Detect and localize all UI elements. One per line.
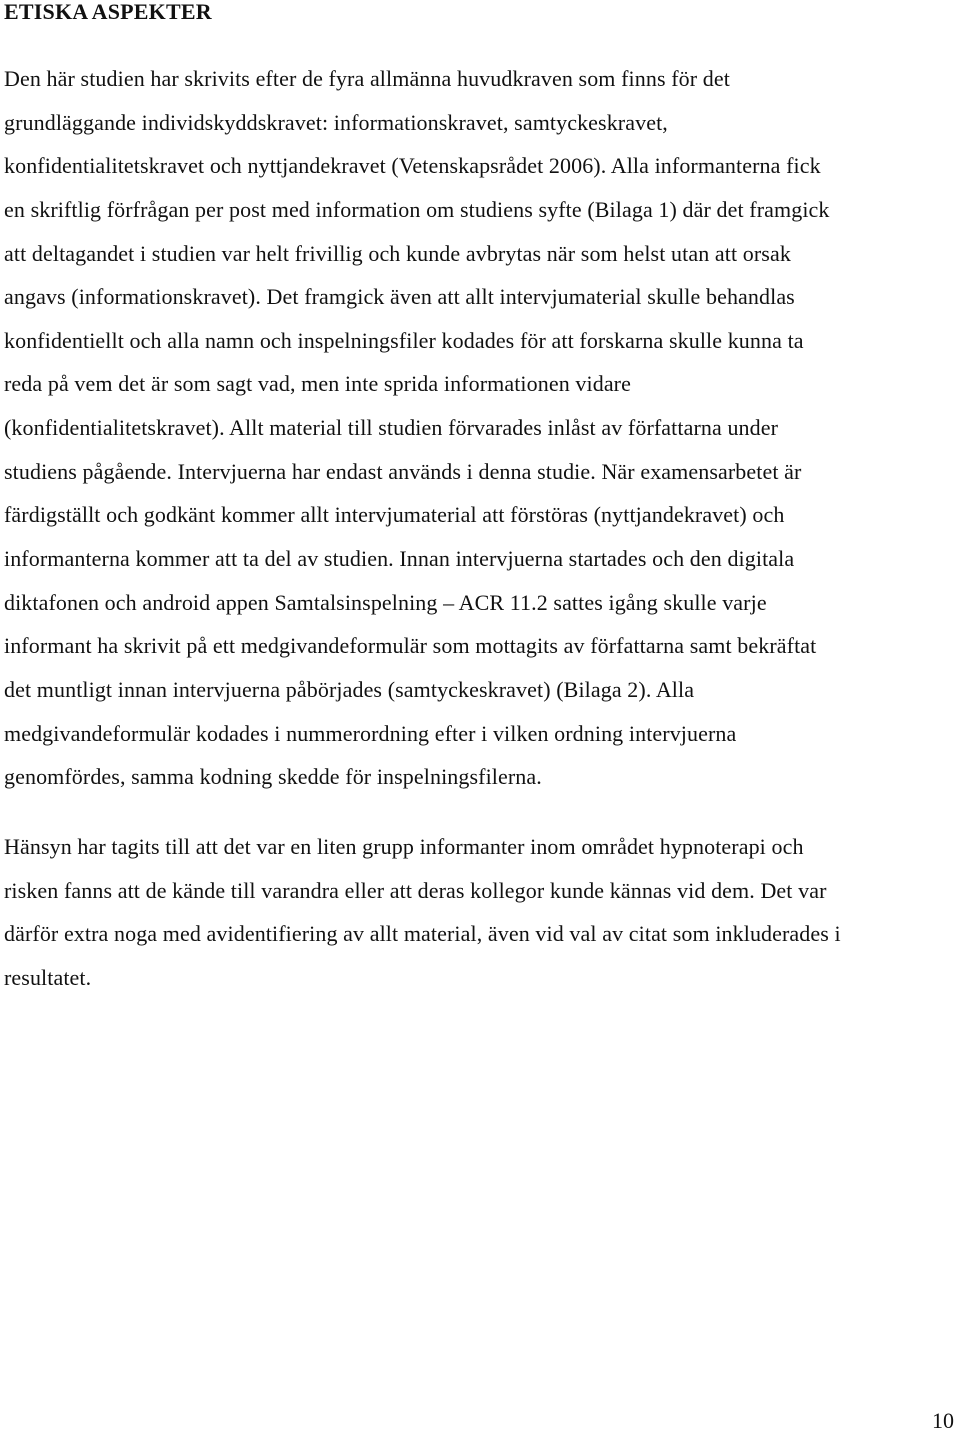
text-line: informant ha skrivit på ett medgivandeformulär som mottagits av författarna samt bekräftat	[4, 633, 817, 659]
text-line: angavs (informationskravet). Det framgick även att allt intervjumaterial skulle behandlas	[4, 284, 795, 310]
section-heading: ETISKA ASPEKTER	[4, 0, 212, 24]
text-line: därför extra noga med avidentifiering av allt material, även vid val av citat som inkluderades i	[4, 921, 841, 947]
text-line: diktafonen och android appen Samtalsinspelning – ACR 11.2 sattes igång skulle varje	[4, 589, 767, 615]
text-line: Hänsyn har tagits till att det var en liten grupp informanter inom området hypnoterapi och	[4, 834, 804, 859]
text-line: (konfidentialitetskravet). Allt material till studien förvarades inlåst av författarna under	[4, 415, 779, 441]
text-line: reda på vem det är som sagt vad, men inte sprida informationen vidare	[4, 371, 631, 397]
page-number: 10	[932, 1408, 954, 1433]
text-line: resultatet.	[4, 964, 92, 990]
text-line: färdigställt och godkänt kommer allt intervjumaterial att förstöras (nyttjandekravet) och	[4, 502, 785, 528]
text-line: konfidentialitetskravet och nyttjandekravet (Vetenskapsrådet 2006). Alla informanterna fick	[4, 153, 821, 179]
text-line: grundläggande individskyddskravet: informationskravet, samtyckeskravet,	[4, 109, 668, 135]
text-line: genomfördes, samma kodning skedde för inspelningsfilerna.	[4, 764, 542, 790]
paragraph-anonymization	[4, 834, 956, 1009]
text-line: risken fanns att de kände till varandra eller att deras kollegor kunde kännas vid dem. Det var	[4, 877, 827, 903]
text-line: konfidentiellt och alla namn och inspelningsfiler kodades för att forskarna skulle kunna ta	[4, 327, 804, 353]
text-line: Den här studien har skrivits efter de fyra allmänna huvudkraven som finns för det	[4, 66, 730, 91]
text-line: att deltagandet i studien var helt frivillig och kunde avbrytas när som helst utan att orsak	[4, 240, 791, 266]
text-line: en skriftlig förfrågan per post med information om studiens syfte (Bilaga 1) där det framgick	[4, 196, 830, 222]
paragraph-ethics-requirements	[4, 66, 956, 808]
text-line: det muntligt innan intervjuerna påbörjades (samtyckeskravet) (Bilaga 2). Alla	[4, 676, 695, 702]
text-line: informanterna kommer att ta del av studien. Innan intervjuerna startades och den digitala	[4, 546, 795, 572]
text-line: medgivandeformulär kodades i nummerordning efter i vilken ordning intervjuerna	[4, 720, 737, 746]
text-line: studiens pågående. Intervjuerna har endast används i denna studie. När examensarbetet är	[4, 458, 802, 484]
